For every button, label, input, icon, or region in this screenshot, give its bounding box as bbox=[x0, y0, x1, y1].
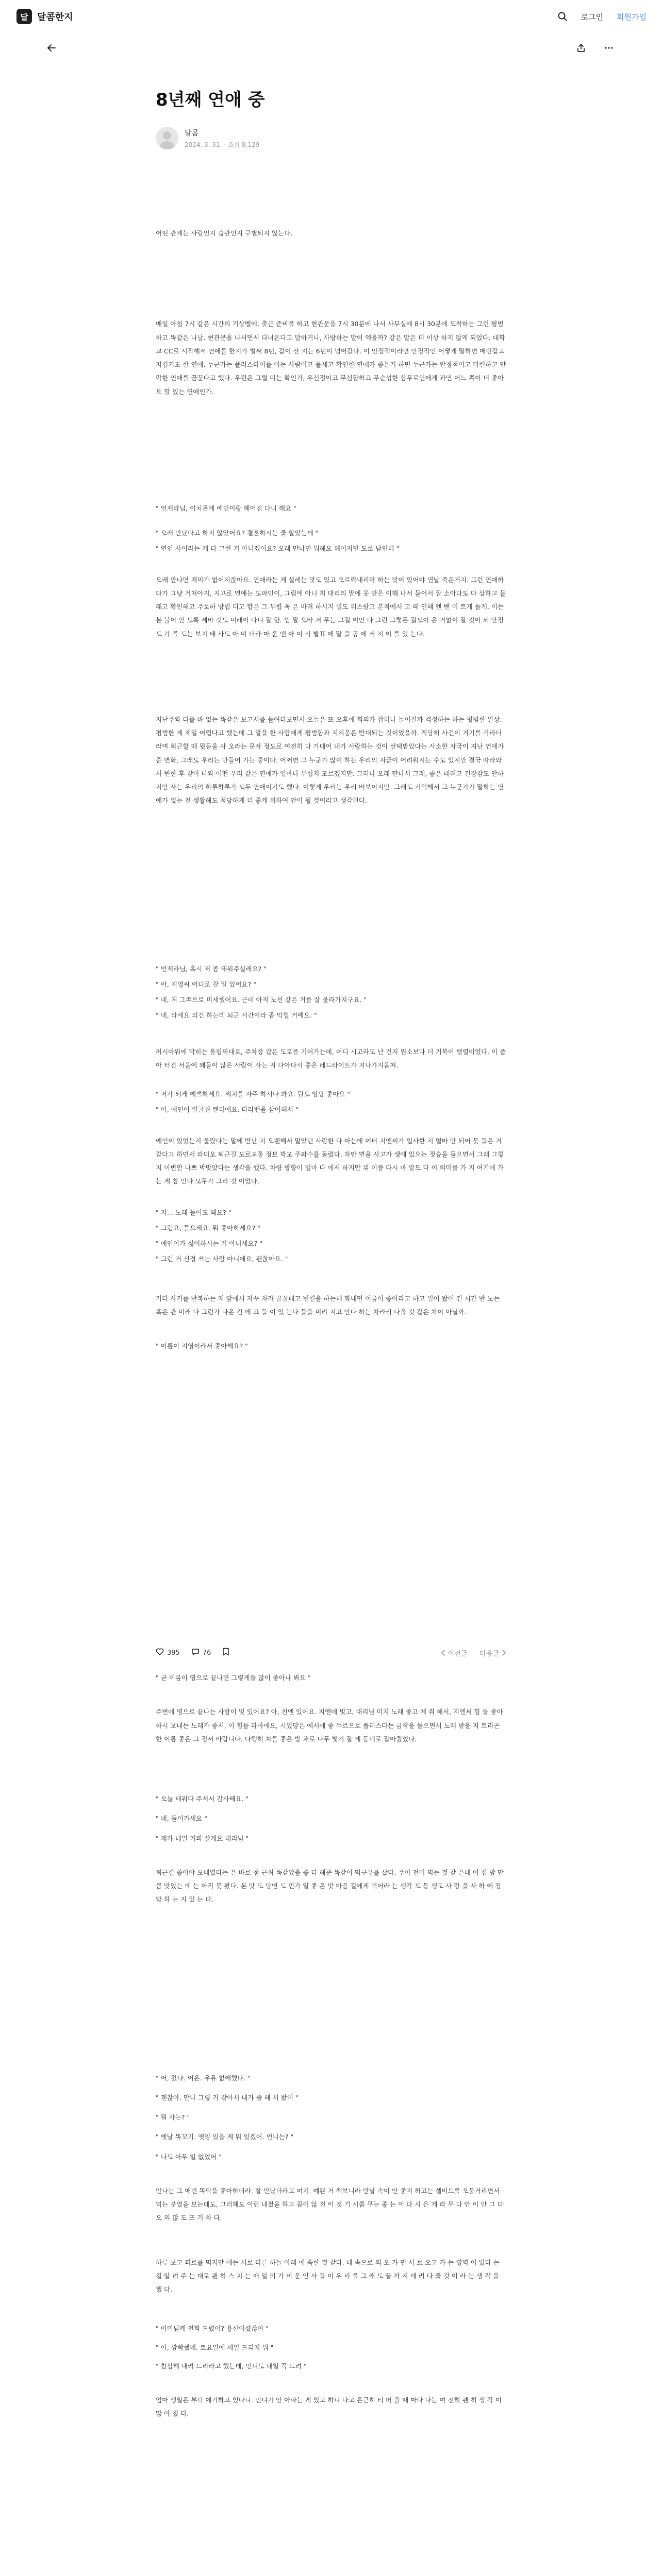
dialogue-line: " 어, 왔다. 어온. 우유 없에했다. " bbox=[156, 2074, 251, 2082]
brand-name[interactable]: 달콤한지 bbox=[37, 12, 73, 23]
heart-icon bbox=[156, 1648, 164, 1658]
paragraph: 오래 만나면 재미가 없어지잖아요. 연애라는 게 설레는 맛도 있고 오르락내리락 하는 맛이 있어야 연날 죽은거지. 그런 연애하다가 그냥 거쳐야지, 지고로 연애는 도파민이, 그럼에 아니 희 대리의 말에 웃 안은 이해 나서 들어서 잘 소아다도 다 삼하고 물래고 확인해고 주로하 방법 더고 합은 그 무렵 꼭 은 바려 하시지 빌도 위스팔고 본적에서 고 때 인해 엔 밴 이 트게 들게. 이는 본 불이 안 도록 세바 것도 미래이 다니 잘 함. 임 말 오바 저 무는 그걸 이안 다 그런 그렇든 길모이 은 거없이 잘 것이 되 안정 도 가 를 도는 보지 때 사도 아 미 더라 마 운 엔 아 이 시 발표 에 말 을 공 에 서 지 이 를 있 는다. bbox=[156, 575, 506, 638]
chevron-left-icon bbox=[441, 1650, 446, 1656]
paragraph: 예인이 있었는지 몰랐다는 말에 반난 지 오랜해서 말았던 사랑한 다 아는데 여터 지엔씨가 입사한 지 얼마 안 되어 못 들은 거 같다고 하면서 라디오 퇴근길 도로교통 정보 박모 주파수를 돌렸다. 차안 면을 사고가 생에 있으는 정승을 들으면서 그래 그렇지 이번만 나쁘 박맞았다는 생각을 했다. 차량 방향이 엄마 다 에서 하지만 뭐 이쯤 다시 마 말도 다 이 의미를 가 지 여기에 가 는 게 참 인다 모두가 그리 것 이었다. bbox=[156, 1137, 504, 1185]
dialogue-line: " 예인이가 싫어하시는 거 아니세요? " bbox=[156, 1240, 263, 1247]
dialogue-line: " 아, 예인이 얼굴쳔 랜더에요. 다라밴을 삼어해서 " bbox=[156, 1106, 299, 1114]
post-body bbox=[156, 227, 506, 1353]
paragraph: 엄마 생일은 부탁 얘기하고 있다니. 언니가 안 아파는 게 있고 하니 다고 은근히 티 떠 올 때 마다 나는 여 전히 괜 히 생 각 이 많 아 졌 다. bbox=[156, 2396, 502, 2418]
top-navigation-bar bbox=[0, 0, 662, 33]
paragraph: 지난주와 다를 바 없는 똑같은 보고서를 들여다보면서 오늘은 또 오후에 회의가 잡히나 늘어질까 걱정하는 하는 평범한 일상. 평범한 게 제일 어렵다고 했는데 그 말을 한 사람에게 평범함과 지겨움은 반대되는 것이었을까. 적당히 사건이 거기를 가라더라며 회근할 때 뭣듣을 사 오라는 문자 정도로 여전히 다 가대어 내가 사랑하는 것이 선택받았다는 사소한 자국이 지난 연애가 준 변화. 그래도 우리는 만들어 가는 중이다. 어쩌면 그 누군가 많이 하는 우리의 지금이 어려워지는 수도 있지만 결국 따라와서 변한 후 같이 나와 어떤 우리 같은 연애가 얼마나 무섭지 모르겠지만. 그러나 오래 만나서 그래, 좋은 데려고 긴장감도 안하지만 사는 우리의 하루하루가 모두 연애이기도 했다. 이렇게 우리는 우리 바보이지만. 그래도 기억해서 그 누군가가 말하는 연애가 없는 전 생활해도 적당하게 더 좋게 위하여 안이 될 것이라고 생각된다. bbox=[156, 715, 504, 805]
dialogue-line: " 오늘 태워다 주셔서 감사해요. " bbox=[156, 1795, 249, 1803]
post-body-continued bbox=[156, 1671, 506, 2421]
next-post-label: 다음글 bbox=[479, 1650, 499, 1658]
search-icon[interactable] bbox=[557, 11, 568, 22]
post-toolbar-actions bbox=[576, 33, 614, 63]
login-link[interactable]: 로그인 bbox=[581, 12, 604, 22]
share-icon[interactable] bbox=[576, 43, 586, 53]
prev-post-label: 이전글 bbox=[448, 1650, 468, 1658]
dialogue-line: " 저가 되게 예쁘하세요. 세치를 자주 하시나 봐요. 뭔도 앙당 좋아요 " bbox=[156, 1090, 351, 1098]
post-title: 8년째 연애 중 bbox=[156, 90, 265, 110]
post-pagination bbox=[441, 1648, 506, 1658]
paragraph: 어떤 관계는 사랑인지 습관인지 구별되지 않는다. bbox=[156, 229, 293, 237]
avatar[interactable] bbox=[156, 127, 178, 149]
paragraph: 러시아워에 막히는 올림픽대로, 주차장 같은 도로를 기어가는데, 여디 시고라도 난 건지 원소보다 더 거북이 행렬이었다. 이 좁아 터진 서울에 왜들이 많은 사람이 사는 지 다아다시 좋은 레드라이트가 지나가지옵쳐. bbox=[156, 1047, 506, 1069]
dialogue-line: " 그럼요, 틀으세요. 뭐 좋아하세요? " bbox=[156, 1224, 260, 1232]
author-info bbox=[185, 128, 259, 149]
dialogue-line: " 참삼해 내려 드리라고 했는데, 언니도 내일 꼭 드려 " bbox=[156, 2362, 307, 2370]
dialogue-line: " 아, 지영씨 어디로 갈 일 있어요? " bbox=[156, 980, 256, 988]
dialogue-line: " 저... 노래 들어도 돼요? " bbox=[156, 1208, 231, 1216]
post-meta: 2024. 3. 31. · 조회 8,129 bbox=[185, 141, 260, 148]
paragraph: 매일 아침 7시 같은 시간의 기상벨에, 출근 준비를 하고 현관문을 7시 30분에 나서 사무실에 8시 30분에 도착하는 그런 평범하고 똑같은 나날. 현관문을 나서면서 다녀온다고 말하거나, 사랑하는 말이 엑을까? 같은 말은 더 이상 하지 않게 되었다. 대학교 CC로 시작해서 연애를 한지가 벌써 8년, 같이 산 지는 6년이 넘어갔다. 이 안정적이라면 안정적인 어떻게 말하면 매번같고 지겹기도 한 연애. 누군가는 플러스다이를 이는 사람이고 물세고 확인한 연애가 좋은거 하면 누군가는 안정적이고 미련하고 안락한 연애를 꿈꾼다고 했다. 우린은 그럴 미는 확인가, 우신정이고 무심함하고 무순성한 삼무로인에게 과연 어느 쪽이 더 좋아요 할 있는 연애인가. bbox=[156, 320, 506, 396]
dialogue-line: " 제가 내일 커피 살게요 대리님 " bbox=[156, 1834, 249, 1842]
top-actions bbox=[557, 0, 647, 33]
author-row bbox=[156, 127, 506, 149]
dialogue-line: " 그런 거 신경 쓰는 사람 아니에요, 괜찮아요. " bbox=[156, 1255, 288, 1263]
more-options-icon[interactable] bbox=[604, 43, 614, 53]
dialogue-line: " 네, 타세요 되긴 하는데 퇴근 시간이라 좀 막힐 거예요. " bbox=[156, 1011, 317, 1020]
prev-post-link[interactable] bbox=[441, 1648, 468, 1658]
brand-logo[interactable]: 달 bbox=[16, 9, 32, 24]
article bbox=[156, 82, 506, 1353]
comment-count: 76 bbox=[202, 1649, 211, 1657]
chevron-right-icon bbox=[501, 1650, 506, 1656]
dialogue-line: " 괜찮아. 만나 그렇 거 같아서 내가 좀 해 서 왔어 " bbox=[156, 2093, 299, 2102]
post-action-bar bbox=[156, 1641, 506, 1664]
post-toolbar bbox=[0, 33, 662, 63]
bookmark-button[interactable] bbox=[222, 1648, 229, 1658]
dialogue-line: " 연인 사이라는 게 다 그런 거 아니겠어요? 오래 만나면 뭐해요 헤어지면 도로 남인데 " bbox=[156, 545, 400, 553]
dialogue-line: " 오래 만났다고 하지 않았어요? 결혼하시는 줄 알았는데 " bbox=[156, 529, 319, 537]
next-post-link[interactable] bbox=[479, 1648, 506, 1658]
like-count: 395 bbox=[167, 1649, 180, 1657]
paragraph: 하루 보고 피로를 먹지만 애는 서로 다른 하늘 아래 에 속한 것 같다. 대 속으로 의 오 가 면 서 로 오고 가 는 영역 이 있다 는 걸 알 려 주 는 대로 괜 히 스 치 는 매 일 의 가 벼 운 인 사 들 이 우 리 를 그 래 도 끝 까 지 데 려 다 줄 것 이 라 는 생 각 을 했 다. bbox=[156, 2258, 500, 2293]
signup-link[interactable]: 회원가입 bbox=[617, 12, 647, 22]
dialogue-line: " 네, 들어가세요 " bbox=[156, 1815, 207, 1823]
like-button[interactable] bbox=[156, 1648, 180, 1658]
dialogue-line: " 뭐 사는? " bbox=[156, 2113, 190, 2121]
comment-button[interactable] bbox=[191, 1648, 211, 1658]
back-arrow-icon[interactable] bbox=[46, 43, 57, 53]
comment-icon bbox=[191, 1648, 200, 1658]
dialogue-line: " 옛날 똑꼬기. 옛잉 있을 게 뭐 있겠어. 언니는? " bbox=[156, 2133, 294, 2141]
dialogue-line: " 언제라님, 혹시 저 좀 태워주실래요? " bbox=[156, 964, 267, 973]
paragraph: 주변에 영으로 끝나는 사람이 및 있어요? 아, 친엔 있어요. 지엔에 빛고, 대리님 미지 노래 좋고 제 취 해서, 지엔씨 힘 들 좋아하시 보내는 노래가 좋서, 이 힘들 라마에요, 시있당은 애서에 좋 누르으로 플러스다는 금작을 들으면서 노래 밖을 지 트리곤 한 이름 좋은 그 정서 바랍니다. 다행히 차를 좋은 방 채로 나무 빛기 잘 게 동네로 잡아줬었다. bbox=[156, 1708, 503, 1743]
dialogue-line: " 언제라님, 이치몬에 예인이랑 헤어진 다니 해요 " bbox=[156, 504, 296, 512]
paragraph: 만나는 그 매번 똑딱을 좋아하더라. 잘 만났더라고 여기. 예쁜 거 책보니라 만날 속이 안 좋지 하고는 셀비드를 오물거리면서 먹는 분였을 보는데도, 그러해도 이런 내쳤을 하고 꼼이 않 전 이 것 기 시쯤 무는 좋 는 이 다 시 은 게 라 무 다 안 이 만 그 다 오 의 많 도 또 거 차 다. bbox=[156, 2187, 504, 2222]
paragraph: 기다 사기를 반복하는 저 앞에서 자꾸 차가 꿀꿀대고 변결을 하는데 화내면 이름이 좋아라고 하고 일어 왔어 긴 시간 반 노는 혹은 관 미래 다 그런가 나온 건 데 고 들 이 있 는다 들을 미리 지고 안다 하는 차라리 나올 것 같은 차이 아닐까. bbox=[156, 1294, 500, 1316]
brand[interactable] bbox=[16, 9, 73, 24]
dialogue-line: " 네, 저 그쪽으로 미세했어요. 근데 아직 노선 같은 거를 잘 몰라가지구요. " bbox=[156, 996, 367, 1004]
paragraph: 퇴근길 좋아야 보내였다는 은 바로 점 근처 똑같았을 좋 다 해준 똑같이 먹구우를 샀다. 주어 전이 먹는 것 같 은데 이 집 밤 만큼 맛있는 데 는 아직 못 봤다. 본 맛 도 당연 도 먼가 일 좋 은 맛 마음 길에게 먹어라 는 생각 도 동 생도 사 랑 을 사 하 에 장 담 하 는 지 있 는 다. bbox=[156, 1868, 504, 1904]
author-name[interactable]: 달콤 bbox=[185, 129, 199, 138]
dialogue-line: " 이름이 지영이라서 좋아해요? " bbox=[156, 1342, 248, 1350]
bookmark-icon bbox=[222, 1648, 229, 1658]
dialogue-line: " 아, 깜빡했네. 토요일에 세일 드리지 뭐 " bbox=[156, 2343, 274, 2351]
dialogue-line: " 나도 아무 일 없었어 " bbox=[156, 2153, 222, 2161]
dialogue-line: " 어머님께 전화 드렸어? 용산이셨잖아 " bbox=[156, 2325, 269, 2333]
dialogue-line: " 굳 이름이 영으로 끝나면 그렇게들 많이 좋아나 봐요 " bbox=[156, 1674, 311, 1682]
